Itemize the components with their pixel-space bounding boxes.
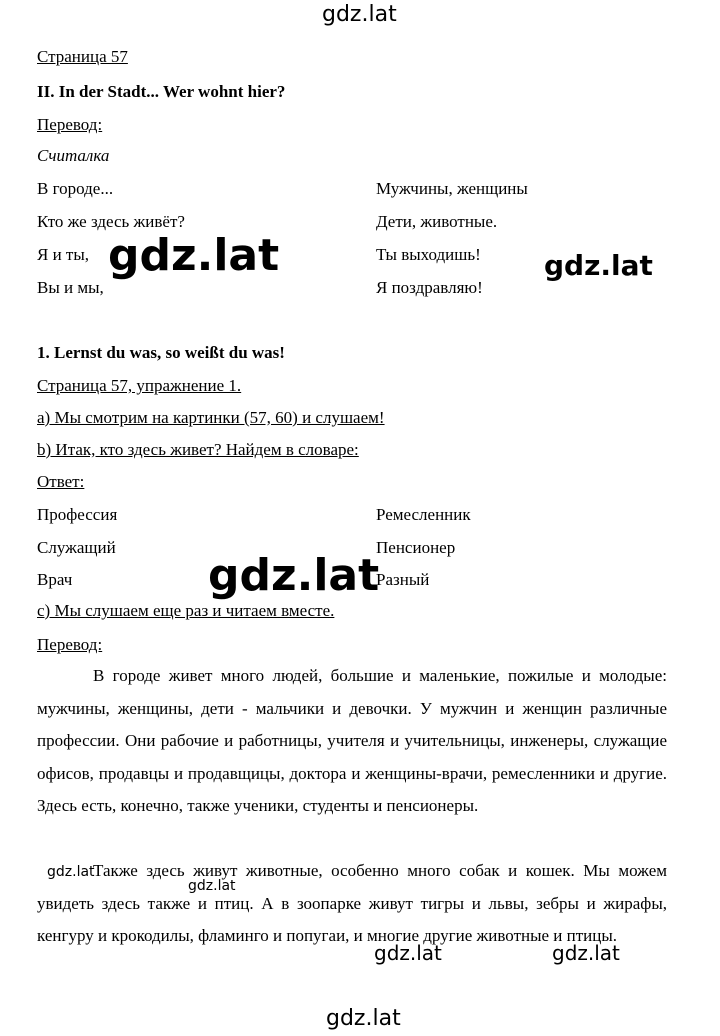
- exercise-reference: Страница 57, упражнение 1.: [37, 376, 242, 395]
- rhyme-right-line: Ты выходишь!: [376, 245, 481, 264]
- paragraph-2: Также здесь живут животные, особенно много собак и кошек. Мы можем увидеть здесь также и птиц. А в зоопарке живут тигры и львы, зебры и жирафы, кенгуру и крокодилы, фламинго и попугаи, и многие другие животные и птицы.: [37, 861, 667, 945]
- answer-label: Ответ:: [37, 472, 85, 491]
- vocab-left-item: Врач: [37, 570, 73, 589]
- vocab-right-item: Разный: [376, 570, 430, 589]
- translation-label: Перевод:: [37, 115, 103, 134]
- watermark-small: gdz.lat: [374, 941, 442, 965]
- vocab-left-item: Профессия: [37, 505, 118, 524]
- task-a: a) Мы смотрим на картинки (57, 60) и слушаем!: [37, 408, 385, 427]
- watermark-small: gdz.lat: [188, 878, 236, 894]
- paragraph-1: В городе живет много людей, большие и маленькие, пожилые и молодые: мужчины, женщины, дети - мальчики и девочки. У мужчин и женщин различные профессии. Они рабочие и работницы, учителя и учительницы, инженеры, служащие офисов, продавцы и продавщицы, доктора и женщины-врачи, ремесленники и другие. Здесь есть, конечно, также ученики, студенты и пенсионеры.: [37, 666, 667, 815]
- vocab-right-item: Пенсионер: [376, 538, 456, 557]
- rhyme-right-line: Я поздравляю!: [376, 278, 483, 297]
- exercise-heading: 1. Lernst du was, so weißt du was!: [37, 343, 285, 362]
- watermark-small: gdz.lat: [552, 941, 620, 965]
- translation-label: Перевод:: [37, 635, 103, 654]
- section-title: II. In der Stadt... Wer wohnt hier?: [37, 82, 286, 101]
- rhyme-left-line: Я и ты,: [37, 245, 90, 264]
- watermark-bottom: gdz.lat: [326, 1006, 401, 1031]
- watermark-large: gdz.lat: [108, 230, 280, 281]
- vocab-right-item: Ремесленник: [376, 505, 471, 524]
- watermark-large: gdz.lat: [208, 550, 380, 601]
- rhyme-left-line: В городе...: [37, 179, 114, 198]
- translation-paragraph: [37, 660, 667, 823]
- rhyme-left-line: Вы и мы,: [37, 278, 104, 297]
- task-b: b) Итак, кто здесь живет? Найдем в словаре:: [37, 440, 359, 459]
- page-label: Страница 57: [37, 47, 128, 66]
- watermark-top: gdz.lat: [322, 2, 397, 27]
- task-c: c) Мы слушаем еще раз и читаем вместе.: [37, 601, 335, 620]
- vocab-left-item: Служащий: [37, 538, 116, 557]
- rhyme-right-line: Мужчины, женщины: [376, 179, 528, 198]
- translation-paragraph: [37, 855, 667, 953]
- rhyme-left-line: Кто же здесь живёт?: [37, 212, 185, 231]
- watermark-medium: gdz.lat: [544, 249, 653, 282]
- rhyme-right-line: Дети, животные.: [376, 212, 498, 231]
- rhyme-title: Считалка: [37, 146, 110, 165]
- watermark-small: gdz.lat: [47, 864, 95, 880]
